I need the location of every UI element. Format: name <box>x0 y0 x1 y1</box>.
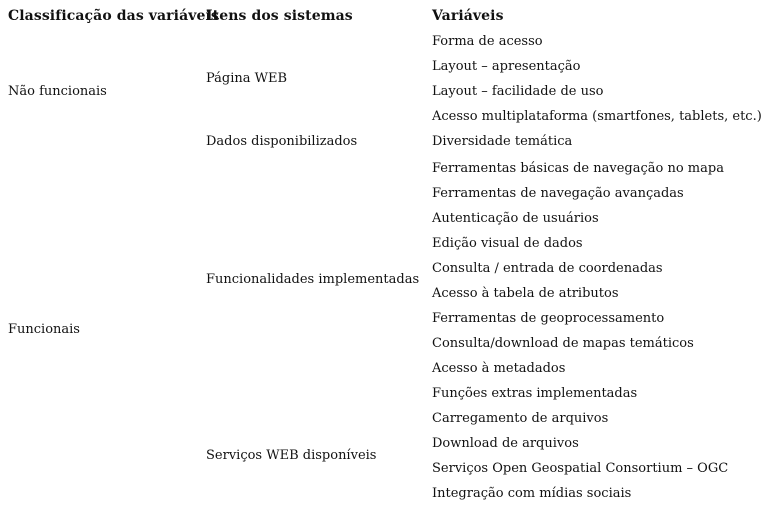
variable-item: Integração com mídias sociais <box>432 486 632 501</box>
variable-item: Carregamento de arquivos <box>432 411 609 426</box>
header-classification: Classificação das variáveis <box>8 8 219 24</box>
variable-item: Download de arquivos <box>432 436 579 451</box>
variable-item: Layout – facilidade de uso <box>432 84 604 99</box>
item-pagina-web: Página WEB <box>206 71 288 86</box>
variable-item: Diversidade temática <box>432 134 573 149</box>
variable-item: Ferramentas de navegação avançadas <box>432 186 684 201</box>
variable-item: Funções extras implementadas <box>432 386 638 401</box>
variable-item: Consulta/download de mapas temáticos <box>432 336 694 351</box>
item-dados-disponibilizados: Dados disponibilizados <box>206 134 358 149</box>
variable-item: Serviços Open Geospatial Consortium – OGC <box>432 461 729 476</box>
variable-item: Ferramentas de geoprocessamento <box>432 311 665 326</box>
classification-nao-funcionais: Não funcionais <box>8 84 107 99</box>
variable-item: Ferramentas básicas de navegação no mapa <box>432 161 724 176</box>
variable-item: Layout – apresentação <box>432 59 581 74</box>
item-funcionalidades-implementadas: Funcionalidades implementadas <box>206 272 420 287</box>
classification-funcionais: Funcionais <box>8 322 80 337</box>
variable-item: Autenticação de usuários <box>432 211 599 226</box>
variable-item: Forma de acesso <box>432 34 543 49</box>
header-items: Itens dos sistemas <box>206 8 353 24</box>
variable-item: Consulta / entrada de coordenadas <box>432 261 663 276</box>
variable-item: Acesso multiplataforma (smartfones, tablets, etc.) <box>432 109 762 124</box>
variable-item: Acesso à tabela de atributos <box>432 286 619 301</box>
variable-item: Acesso à metadados <box>432 361 566 376</box>
header-variables: Variáveis <box>432 8 504 24</box>
item-servicos-web: Serviços WEB disponíveis <box>206 448 377 463</box>
variable-item: Edição visual de dados <box>432 236 583 251</box>
